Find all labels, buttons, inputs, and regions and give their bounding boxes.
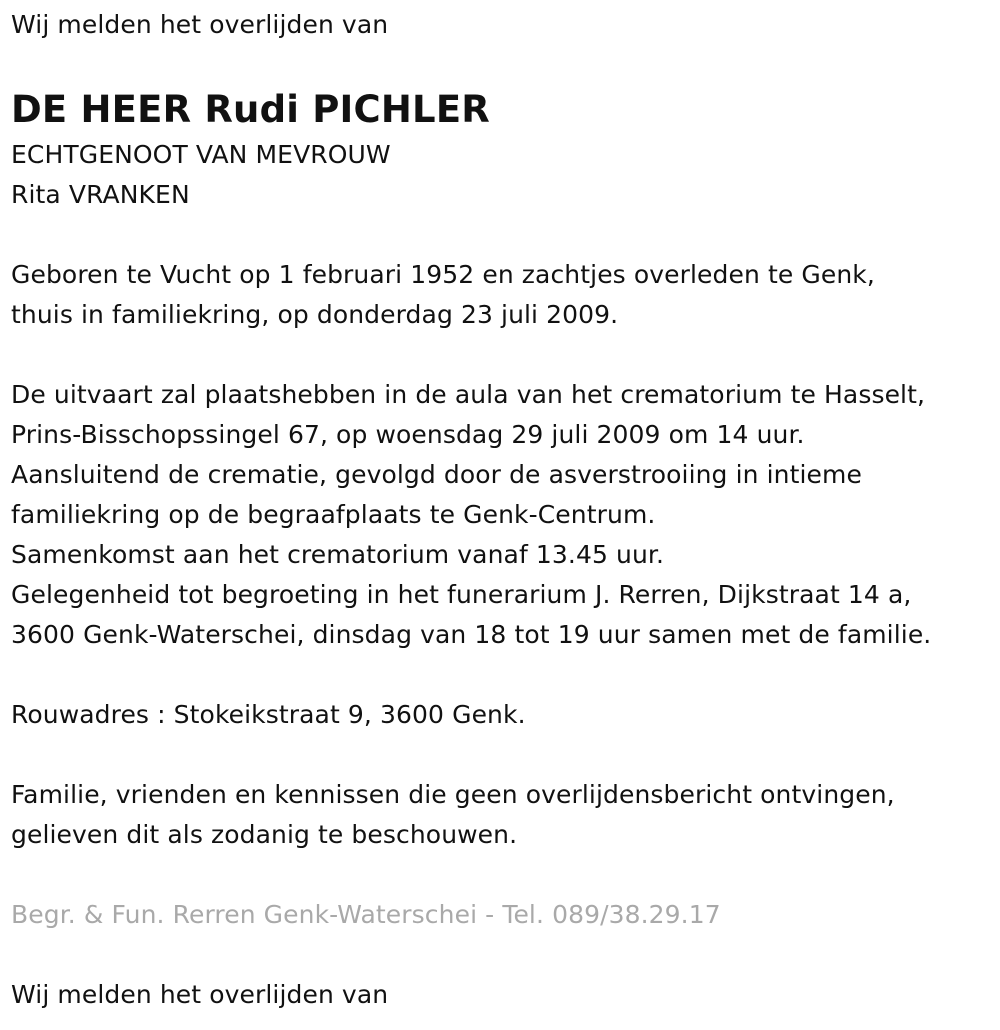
intro-text: Wij melden het overlijden van — [11, 10, 389, 39]
notice-line: Familie, vrienden en kennissen die geen overlijdensbericht ontvingen, — [11, 780, 895, 809]
birth-death-paragraph — [11, 255, 991, 335]
birth-death-line: Geboren te Vucht op 1 februari 1952 en zachtjes overleden te Genk, — [11, 260, 875, 289]
spouse-line-1: ECHTGENOOT VAN MEVROUW — [11, 140, 391, 169]
deceased-name: DE HEER Rudi PICHLER — [11, 88, 490, 131]
intro-text-repeat: Wij melden het overlijden van — [11, 980, 389, 1009]
birth-death-line: thuis in familiekring, op donderdag 23 juli 2009. — [11, 300, 619, 329]
funeral-paragraph — [11, 375, 991, 655]
funeral-line: Samenkomst aan het crematorium vanaf 13.45 uur. — [11, 540, 665, 569]
funeral-line: Gelegenheid tot begroeting in het funerarium J. Rerren, Dijkstraat 14 a, — [11, 580, 912, 609]
funeral-line: Aansluitend de crematie, gevolgd door de asverstrooiing in intieme — [11, 460, 862, 489]
funeral-line: De uitvaart zal plaatshebben in de aula van het crematorium te Hasselt, — [11, 380, 926, 409]
spouse-line-2: Rita VRANKEN — [11, 180, 190, 209]
notice-paragraph — [11, 775, 991, 855]
funeral-line: 3600 Genk-Waterschei, dinsdag van 18 tot 19 uur samen met de familie. — [11, 620, 932, 649]
mourning-address: Rouwadres : Stokeikstraat 9, 3600 Genk. — [11, 700, 526, 729]
funeral-line: familiekring op de begraafplaats te Genk-Centrum. — [11, 500, 656, 529]
funeral-line: Prins-Bisschopssingel 67, op woensdag 29 juli 2009 om 14 uur. — [11, 420, 805, 449]
undertaker-contact: Begr. & Fun. Rerren Genk-Waterschei - Tel. 089/38.29.17 — [11, 900, 721, 929]
death-notice — [11, 0, 991, 1015]
notice-line: gelieven dit als zodanig te beschouwen. — [11, 820, 518, 849]
